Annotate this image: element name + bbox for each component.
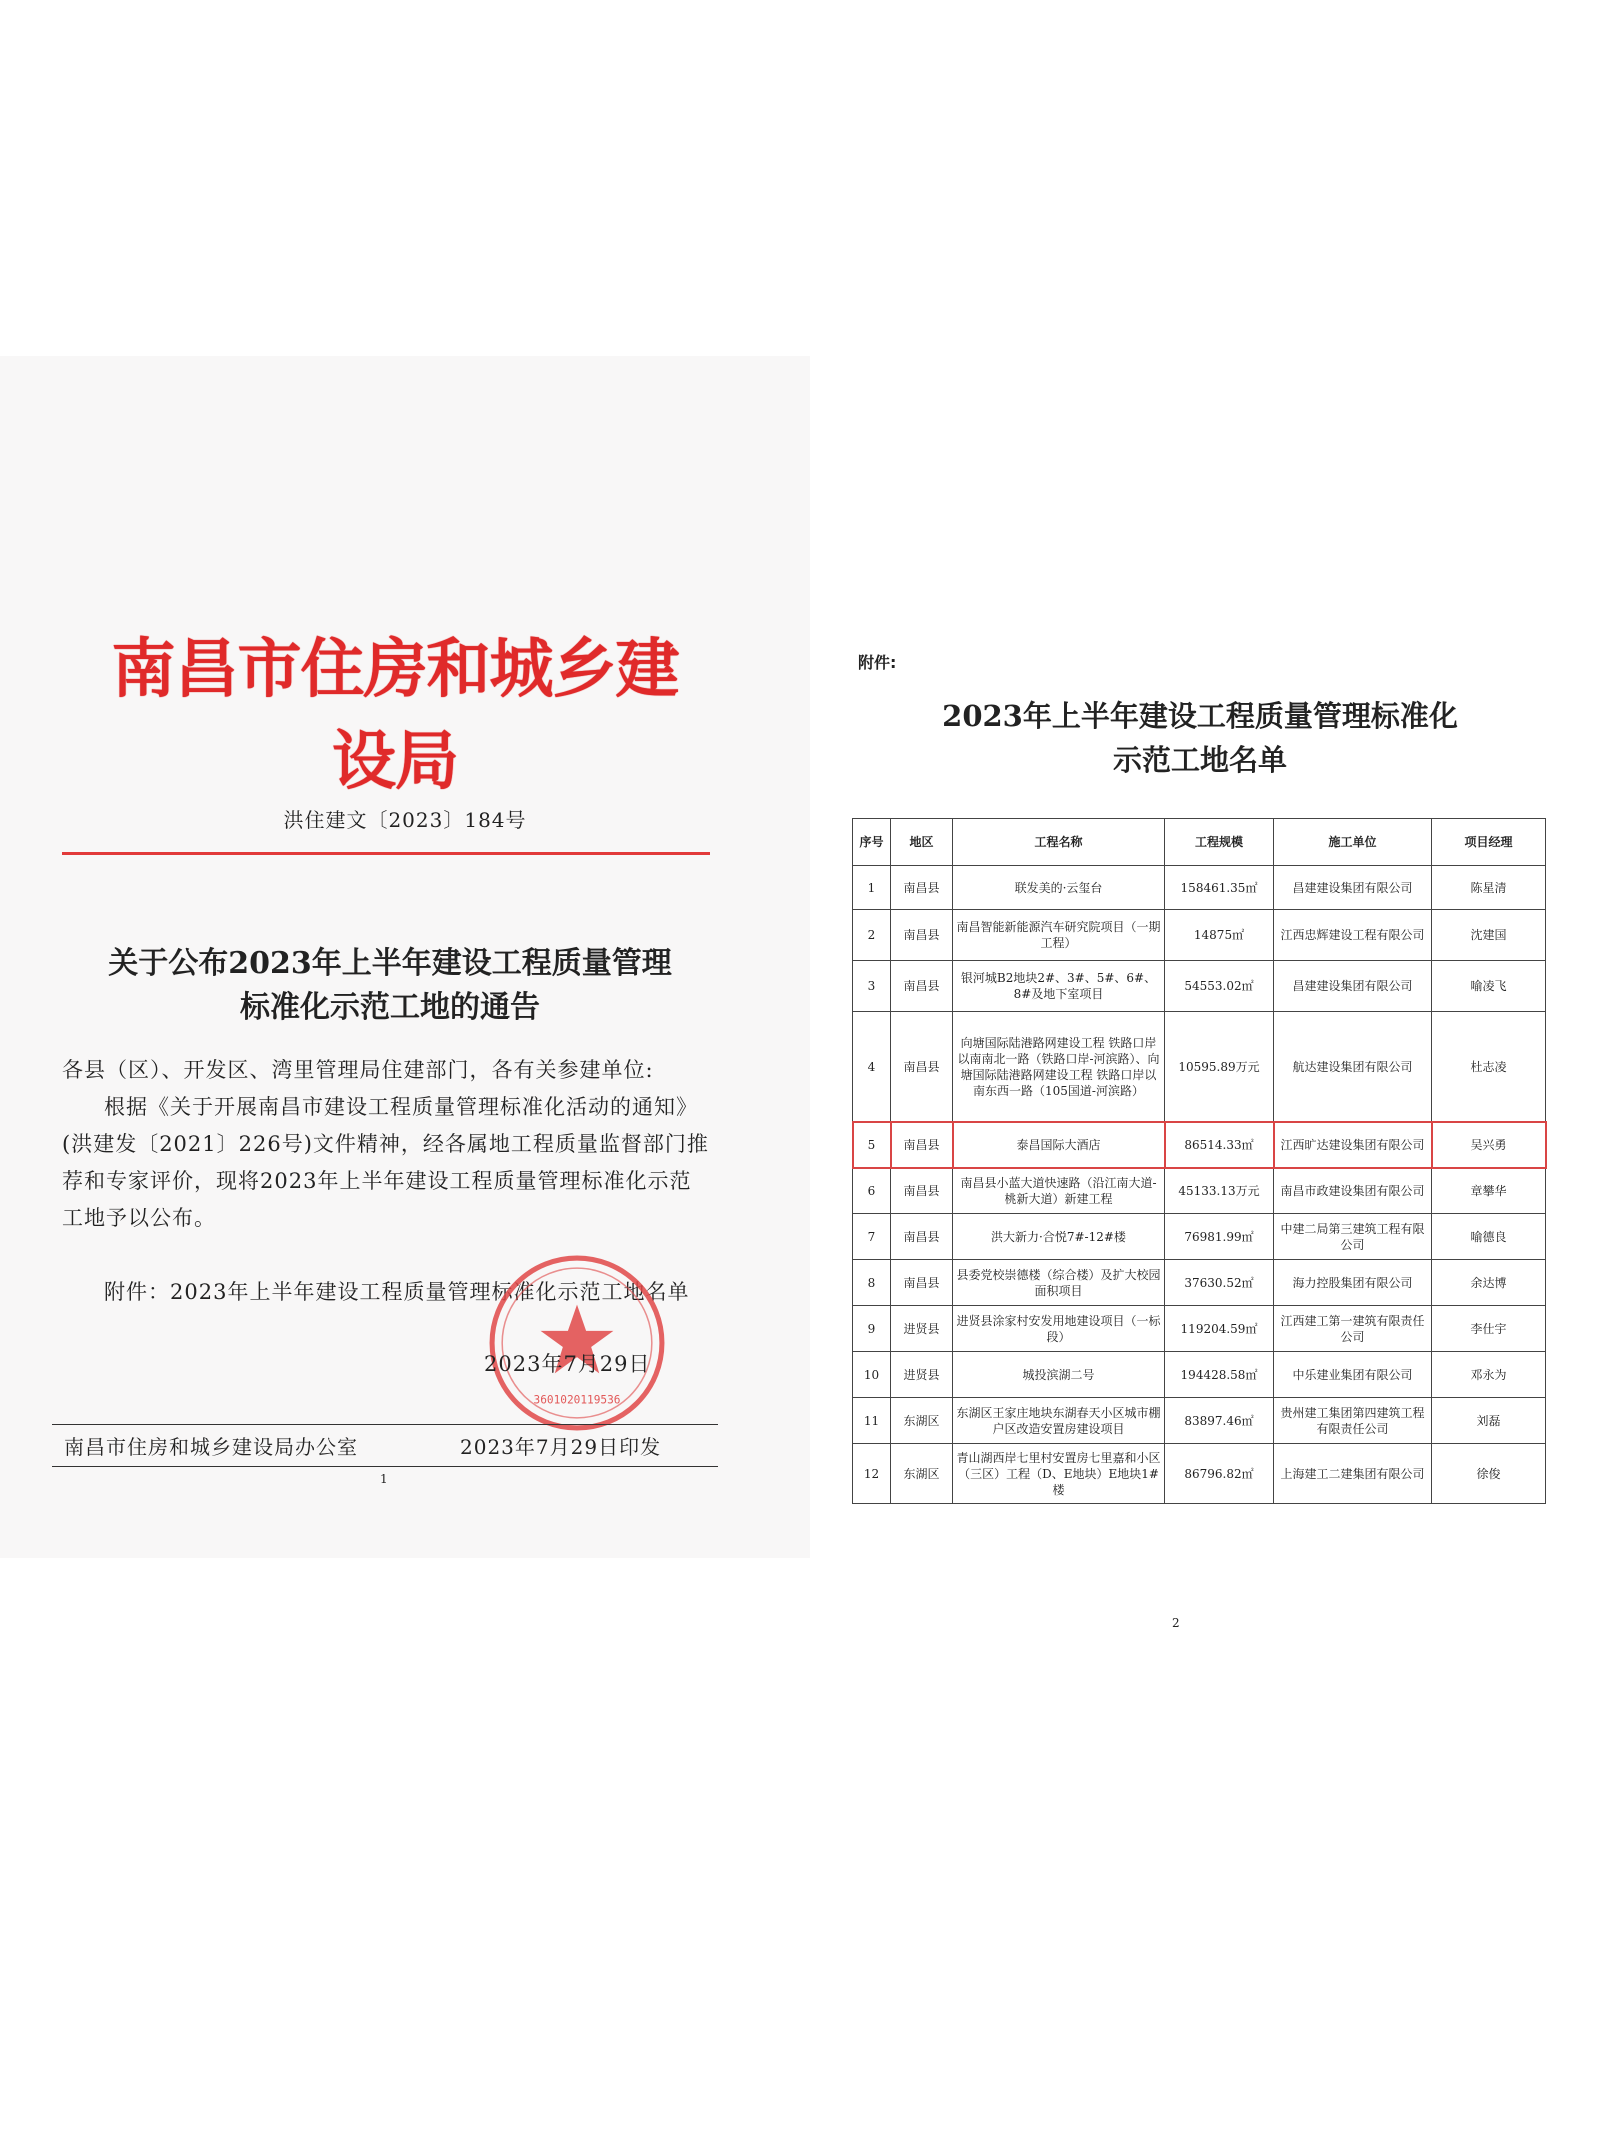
table-cell: 8 <box>853 1260 891 1306</box>
table-cell: 邓永为 <box>1432 1352 1546 1398</box>
table-cell: 10595.89万元 <box>1165 1012 1274 1122</box>
table-cell: 泰昌国际大酒店 <box>953 1122 1165 1168</box>
table-cell: 徐俊 <box>1432 1444 1546 1504</box>
header-cell: 工程规模 <box>1165 819 1274 866</box>
table-row <box>853 1352 1546 1398</box>
signature-date: 2023年7月29日 <box>484 1352 651 1376</box>
table-cell: 洪大新力·合悦7#-12#楼 <box>953 1214 1165 1260</box>
table-cell: 联发美的·云玺台 <box>953 866 1165 910</box>
table-cell: 11 <box>853 1398 891 1444</box>
table-cell: 东湖区 <box>891 1444 953 1504</box>
table-cell: 3 <box>853 961 891 1012</box>
table-cell: 4 <box>853 1012 891 1122</box>
notice-page <box>0 356 810 1558</box>
table-cell: 陈星清 <box>1432 866 1546 910</box>
table-cell: 昌建建设集团有限公司 <box>1274 866 1432 910</box>
table-cell: 中建二局第三建筑工程有限公司 <box>1274 1214 1432 1260</box>
table-cell: 海力控股集团有限公司 <box>1274 1260 1432 1306</box>
table-cell: 章攀华 <box>1432 1168 1546 1214</box>
table-cell: 江西旷达建设集团有限公司 <box>1274 1122 1432 1168</box>
table-cell: 南昌县 <box>891 1012 953 1122</box>
table-cell: 江西建工第一建筑有限责任公司 <box>1274 1306 1432 1352</box>
table-cell: 14875㎡ <box>1165 910 1274 961</box>
table-cell: 37630.52㎡ <box>1165 1260 1274 1306</box>
table-row <box>853 1260 1546 1306</box>
table-cell: 10 <box>853 1352 891 1398</box>
header-cell: 项目经理 <box>1432 819 1546 866</box>
table-row <box>853 1122 1546 1168</box>
table-cell: 喻德良 <box>1432 1214 1546 1260</box>
table-cell: 6 <box>853 1168 891 1214</box>
table-cell: 喻凌飞 <box>1432 961 1546 1012</box>
table-cell: 贵州建工集团第四建筑工程有限责任公司 <box>1274 1398 1432 1444</box>
svg-text:3601020119536: 3601020119536 <box>533 1393 621 1407</box>
table-cell: 76981.99㎡ <box>1165 1214 1274 1260</box>
table-cell: 杜志凌 <box>1432 1012 1546 1122</box>
table-row <box>853 1168 1546 1214</box>
notice-title-line2: 标准化示范工地的通告 <box>240 990 540 1025</box>
table-cell: 5 <box>853 1122 891 1168</box>
footer-office: 南昌市住房和城乡建设局办公室 <box>64 1435 358 1459</box>
header-cell: 地区 <box>891 819 953 866</box>
table-cell: 进贤县 <box>891 1306 953 1352</box>
table-cell: 东湖区王家庄地块东湖春天小区城市棚户区改造安置房建设项目 <box>953 1398 1165 1444</box>
table-cell: 刘磊 <box>1432 1398 1546 1444</box>
table-row <box>853 1398 1546 1444</box>
table-cell: 2 <box>853 910 891 961</box>
table-cell: 进贤县涂家村安发用地建设项目（一标段） <box>953 1306 1165 1352</box>
table-row <box>853 1012 1546 1122</box>
table-cell: 南昌智能新能源汽车研究院项目（一期工程） <box>953 910 1165 961</box>
header-cell: 施工单位 <box>1274 819 1432 866</box>
table-cell: 青山湖西岸七里村安置房七里嘉和小区（三区）工程（D、E地块）E地块1#楼 <box>953 1444 1165 1504</box>
table-cell: 县委党校崇德楼（综合楼）及扩大校园面积项目 <box>953 1260 1165 1306</box>
table-header-row <box>853 819 1546 866</box>
list-title-line2: 示范工地名单 <box>1112 743 1287 777</box>
table-cell: 南昌县小蓝大道快速路（沿江南大道-桃新大道）新建工程 <box>953 1168 1165 1214</box>
table-cell: 南昌县 <box>891 1214 953 1260</box>
table-cell: 向塘国际陆港路网建设工程 铁路口岸以南南北一路（铁路口岸-河滨路）、向塘国际陆港路网建设工程 铁路口岸以南东西一路（105国道-河滨路） <box>953 1012 1165 1122</box>
red-divider <box>62 852 710 855</box>
table-cell: 中乐建业集团有限公司 <box>1274 1352 1432 1398</box>
body-paragraph: 根据《关于开展南昌市建设工程质量管理标准化活动的通知》(洪建发〔2021〕226号)文件精神，经各属地工程质量监督部门推荐和专家评价，现将2023年上半年建设工程质量管理标准化示范工地予以公布。 <box>62 1095 709 1230</box>
notice-title-line1: 关于公布2023年上半年建设工程质量管理 <box>108 946 672 981</box>
table-cell: 7 <box>853 1214 891 1260</box>
table-row <box>853 866 1546 910</box>
official-seal-stamp <box>486 1252 668 1434</box>
table-cell: 吴兴勇 <box>1432 1122 1546 1168</box>
table-row <box>853 961 1546 1012</box>
table-row <box>853 1214 1546 1260</box>
table-cell: 12 <box>853 1444 891 1504</box>
attachment-reference: 附件：2023年上半年建设工程质量管理标准化示范工地名单 <box>104 1280 690 1304</box>
table-cell: 银河城B2地块2#、3#、5#、6#、8#及地下室项目 <box>953 961 1165 1012</box>
document-number: 洪住建文〔2023〕184号 <box>283 808 527 832</box>
table-cell: 86796.82㎡ <box>1165 1444 1274 1504</box>
demo-sites-table <box>852 818 1546 1504</box>
header-cell: 工程名称 <box>953 819 1165 866</box>
page-number: 2 <box>1172 1616 1180 1630</box>
table-cell: 李仕宇 <box>1432 1306 1546 1352</box>
attachment-label: 附件: <box>858 653 897 672</box>
table-cell: 进贤县 <box>891 1352 953 1398</box>
table-cell: 南昌县 <box>891 1122 953 1168</box>
table-cell: 沈建国 <box>1432 910 1546 961</box>
table-row <box>853 910 1546 961</box>
agency-header: 南昌市住房和城乡建设局 <box>111 633 679 799</box>
table-cell: 航达建设集团有限公司 <box>1274 1012 1432 1122</box>
salutation: 各县（区）、开发区、湾里管理局住建部门，各有关参建单位: <box>62 1058 654 1082</box>
table-cell: 119204.59㎡ <box>1165 1306 1274 1352</box>
table-row <box>853 1306 1546 1352</box>
table-cell: 45133.13万元 <box>1165 1168 1274 1214</box>
table-cell: 江西忠辉建设工程有限公司 <box>1274 910 1432 961</box>
table-cell: 158461.35㎡ <box>1165 866 1274 910</box>
table-cell: 上海建工二建集团有限公司 <box>1274 1444 1432 1504</box>
table-cell: 194428.58㎡ <box>1165 1352 1274 1398</box>
table-cell: 83897.46㎡ <box>1165 1398 1274 1444</box>
table-cell: 昌建建设集团有限公司 <box>1274 961 1432 1012</box>
table-cell: 南昌县 <box>891 1168 953 1214</box>
page-number: 1 <box>380 1472 388 1486</box>
table-cell: 54553.02㎡ <box>1165 961 1274 1012</box>
table-row <box>853 1444 1546 1504</box>
header-cell: 序号 <box>853 819 891 866</box>
table-cell: 南昌县 <box>891 961 953 1012</box>
table-cell: 86514.33㎡ <box>1165 1122 1274 1168</box>
table-cell: 余达博 <box>1432 1260 1546 1306</box>
table-cell: 9 <box>853 1306 891 1352</box>
footer-rule-top <box>52 1424 718 1425</box>
list-title-line1: 2023年上半年建设工程质量管理标准化 <box>942 699 1458 733</box>
footer-issued-date: 2023年7月29日印发 <box>460 1435 662 1459</box>
footer-rule-bottom <box>52 1466 718 1467</box>
table-cell: 1 <box>853 866 891 910</box>
table-cell: 东湖区 <box>891 1398 953 1444</box>
table-cell: 南昌县 <box>891 1260 953 1306</box>
table-cell: 城投滨湖二号 <box>953 1352 1165 1398</box>
table-cell: 南昌市政建设集团有限公司 <box>1274 1168 1432 1214</box>
notice-body <box>62 1052 712 1237</box>
table-cell: 南昌县 <box>891 910 953 961</box>
notice-title <box>60 942 720 1030</box>
list-title <box>850 694 1550 782</box>
table-cell: 南昌县 <box>891 866 953 910</box>
